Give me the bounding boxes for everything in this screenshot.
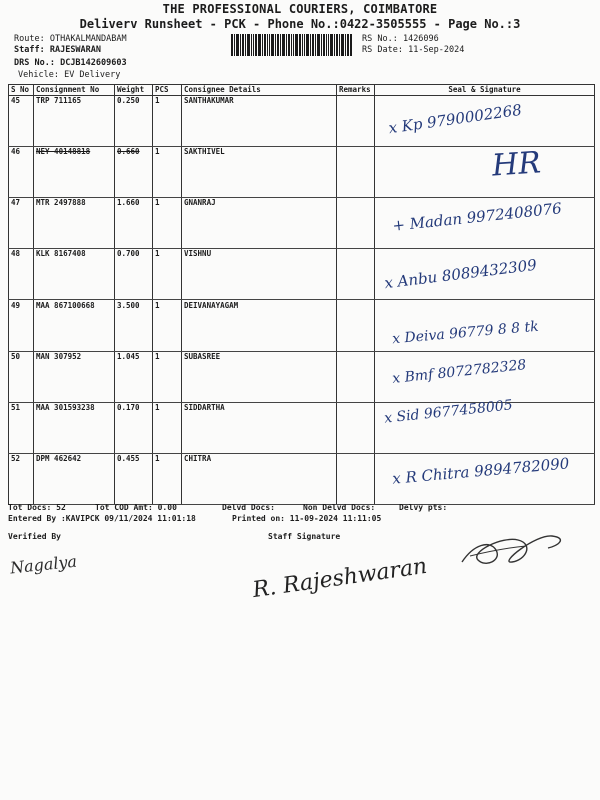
printed-on: Printed on: 11-09-2024 11:11:05 <box>232 514 382 523</box>
route-label: Route: <box>14 34 45 44</box>
verifier-signature: Nagalya <box>9 551 78 578</box>
cell-sno: 46 <box>9 147 34 198</box>
cell-sno: 50 <box>9 352 34 403</box>
cell-sno: 49 <box>9 300 34 352</box>
seal-scribble-signature <box>456 526 564 572</box>
cell-consignee: SAKTHIVEL <box>182 147 337 198</box>
rs-no-value: 1426096 <box>402 34 439 44</box>
cell-remarks <box>337 454 375 505</box>
barcode-image <box>231 34 352 56</box>
staff-signature-label: Staff Signature <box>268 532 341 541</box>
drs-line <box>14 58 127 68</box>
vehicle-value: EV Delivery <box>64 70 121 80</box>
cell-remarks <box>337 96 375 147</box>
col-header-remarks: Remarks <box>337 85 375 96</box>
rs-no-line <box>362 34 439 44</box>
cell-remarks <box>337 249 375 300</box>
cell-consignment: TRP 711165 <box>34 96 115 147</box>
cell-consignee: VISHNU <box>182 249 337 300</box>
cell-consignment: DPM 462642 <box>34 454 115 505</box>
cell-remarks <box>337 300 375 352</box>
cell-consignee: SIDDARTHA <box>182 403 337 454</box>
col-header-consignee: Consignee Details <box>182 85 337 96</box>
staff-line <box>14 45 101 55</box>
handwritten-receipt-48: x Anbu 8089432309 <box>383 255 538 293</box>
table-header-row <box>9 85 595 96</box>
col-header-pcs: PCS <box>153 85 182 96</box>
rs-date-value: 11-Sep-2024 <box>408 45 465 55</box>
handwritten-receipt-49: x Deiva 96779 8 8 tk <box>391 318 540 348</box>
cell-sno: 45 <box>9 96 34 147</box>
handwritten-receipt-47: + Madan 9972408076 <box>391 199 563 235</box>
cell-consignment: KLK 8167408 <box>34 249 115 300</box>
vehicle-line <box>18 70 120 80</box>
delvd-docs: Delvd Docs: <box>222 503 275 512</box>
staff-label: Staff: <box>14 45 45 55</box>
cell-pcs: 1 <box>153 249 182 300</box>
cell-weight: 0.170 <box>115 403 153 454</box>
staff-value: RAJESWARAN <box>49 45 102 55</box>
entered-by: Entered By :KAVIPCK 09/11/2024 11:01:18 <box>8 514 196 523</box>
col-header-weight: Weight <box>115 85 153 96</box>
cell-remarks <box>337 147 375 198</box>
cell-weight: 1.660 <box>115 198 153 249</box>
route-value: OTHAKALMANDABAM <box>49 34 127 44</box>
vehicle-label: Vehicle: <box>18 70 59 80</box>
cell-consignment: MAA 301593238 <box>34 403 115 454</box>
cell-pcs: 1 <box>153 454 182 505</box>
cell-remarks <box>337 352 375 403</box>
verified-by-label: Verified By <box>8 532 61 541</box>
cell-pcs: 1 <box>153 352 182 403</box>
runsheet-title: Deliverv Runsheet - PCK - Phone No.:0422-3505555 - Page No.:3 <box>79 17 521 31</box>
cell-weight: 0.700 <box>115 249 153 300</box>
cell-sno: 48 <box>9 249 34 300</box>
handwritten-receipt-52: x R Chitra 9894782090 <box>391 454 571 488</box>
tot-cod-amt: Tot COD Amt: 0.00 <box>95 503 177 512</box>
cell-weight: 0.250 <box>115 96 153 147</box>
col-header-sno: S No <box>9 85 34 96</box>
cell-pcs: 1 <box>153 147 182 198</box>
cell-consignee: DEIVANAYAGAM <box>182 300 337 352</box>
staff-signature: R. Rajeshwaran <box>251 553 429 604</box>
col-header-signature: Seal & Signature <box>375 85 595 96</box>
cell-consignee: SANTHAKUMAR <box>182 96 337 147</box>
cell-weight: 0.660 <box>115 147 153 198</box>
rs-date-line <box>362 45 464 55</box>
cell-consignee: SUBASREE <box>182 352 337 403</box>
handwritten-receipt-46: HR <box>490 145 542 184</box>
rs-date-label: RS Date: <box>362 45 403 55</box>
cell-remarks <box>337 198 375 249</box>
drs-value: DCJB142609603 <box>60 58 127 68</box>
cell-consignment: NEY 40148818 <box>34 147 115 198</box>
cell-sno: 47 <box>9 198 34 249</box>
cell-consignee: CHITRA <box>182 454 337 505</box>
cell-consignee: GNANRAJ <box>182 198 337 249</box>
cell-signature <box>375 147 595 198</box>
drs-label: DRS No.: <box>14 58 55 68</box>
delvy-pts: Delvy pts: <box>399 503 448 512</box>
route-line <box>14 34 127 44</box>
cell-pcs: 1 <box>153 403 182 454</box>
cell-consignment: MTR 2497888 <box>34 198 115 249</box>
tot-docs: Tot Docs: 52 <box>8 503 66 512</box>
non-delvd-docs: Non Delvd Docs: <box>303 503 376 512</box>
cell-remarks <box>337 403 375 454</box>
company-title: THE PROFESSIONAL COURIERS, COIMBATORE <box>162 2 438 16</box>
cell-sno: 51 <box>9 403 34 454</box>
cell-pcs: 1 <box>153 96 182 147</box>
handwritten-receipt-50: x Bmf 8072782328 <box>391 357 528 387</box>
cell-consignment: MAA 867100668 <box>34 300 115 352</box>
cell-weight: 1.045 <box>115 352 153 403</box>
handwritten-receipt-51: x Sid 9677458005 <box>383 397 514 427</box>
cell-sno: 52 <box>9 454 34 505</box>
rs-no-label: RS No.: <box>362 34 398 44</box>
cell-pcs: 1 <box>153 198 182 249</box>
cell-pcs: 1 <box>153 300 182 352</box>
cell-weight: 3.500 <box>115 300 153 352</box>
col-header-consignment: Consignment No <box>34 85 115 96</box>
cell-weight: 0.455 <box>115 454 153 505</box>
cell-consignment: MAN 307952 <box>34 352 115 403</box>
handwritten-receipt-45: x Kp 9790002268 <box>387 100 523 138</box>
